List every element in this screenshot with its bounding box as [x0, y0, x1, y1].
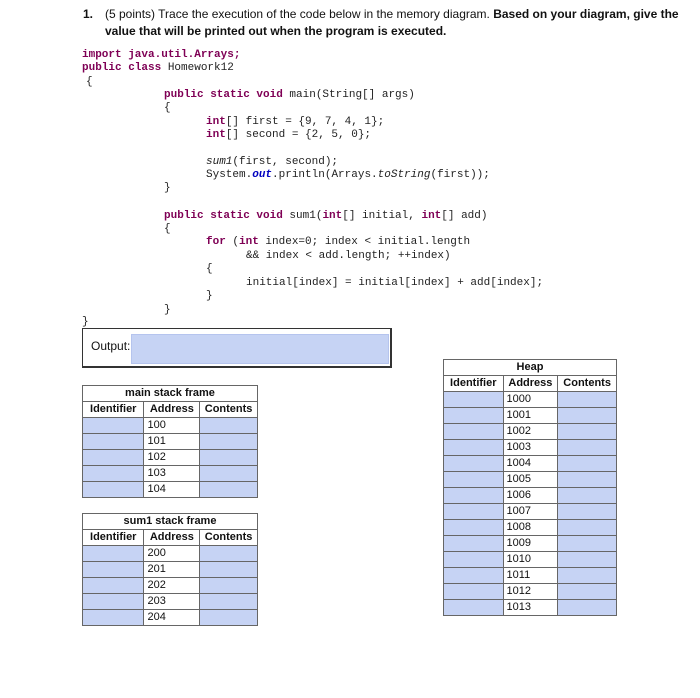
address-cell: 1000 — [503, 392, 558, 408]
table-row — [83, 466, 258, 482]
table-row — [83, 578, 258, 594]
table-row — [444, 600, 617, 616]
contents-cell[interactable] — [558, 520, 617, 536]
table-row — [444, 536, 617, 552]
identifier-cell[interactable] — [83, 562, 144, 578]
address-cell: 1010 — [503, 552, 558, 568]
code-class-close-brace: } — [82, 316, 89, 328]
code-for-line: for (int index=0; index < initial.length — [206, 236, 471, 248]
output-label: Output: — [91, 339, 131, 353]
code-sum1-close-brace: } — [164, 304, 171, 316]
identifier-cell[interactable] — [83, 610, 144, 626]
address-cell: 101 — [144, 434, 200, 450]
identifier-cell[interactable] — [444, 424, 504, 440]
contents-cell[interactable] — [558, 600, 617, 616]
contents-cell[interactable] — [558, 408, 617, 424]
address-cell: 1006 — [503, 488, 558, 504]
table-row — [444, 472, 617, 488]
code-main-signature: public static void main(String[] args) — [164, 89, 415, 101]
contents-cell[interactable] — [558, 456, 617, 472]
heap-header-contents: Contents — [558, 376, 617, 392]
main-stack-frame-table — [82, 385, 258, 498]
contents-cell[interactable] — [558, 552, 617, 568]
identifier-cell[interactable] — [83, 578, 144, 594]
question-bold-text: Based on your diagram, give the value that will be printed out when the program is executed. — [105, 7, 679, 38]
contents-cell[interactable] — [558, 472, 617, 488]
table-row — [83, 482, 258, 498]
address-cell: 204 — [144, 610, 200, 626]
main-frame-header-identifier: Identifier — [83, 402, 144, 418]
table-row — [83, 562, 258, 578]
contents-cell[interactable] — [200, 482, 258, 498]
contents-cell[interactable] — [558, 488, 617, 504]
address-cell: 200 — [144, 546, 200, 562]
identifier-cell[interactable] — [83, 466, 144, 482]
table-row — [444, 520, 617, 536]
question — [83, 6, 687, 40]
code-println: System.out.println(Arrays.toString(first)); — [206, 169, 490, 181]
address-cell: 1009 — [503, 536, 558, 552]
identifier-cell[interactable] — [444, 552, 504, 568]
address-cell: 1008 — [503, 520, 558, 536]
contents-cell[interactable] — [200, 562, 258, 578]
output-field[interactable] — [131, 334, 389, 364]
contents-cell[interactable] — [200, 578, 258, 594]
address-cell: 1002 — [503, 424, 558, 440]
table-row — [444, 504, 617, 520]
address-cell: 100 — [144, 418, 200, 434]
heap-header-identifier: Identifier — [444, 376, 504, 392]
identifier-cell[interactable] — [83, 482, 144, 498]
code-sum1-call: sum1(first, second); — [206, 156, 339, 168]
code-main-open-brace: { — [164, 102, 171, 114]
identifier-cell[interactable] — [444, 440, 504, 456]
code-for-close-brace: } — [206, 290, 213, 302]
table-row — [444, 440, 617, 456]
address-cell: 1001 — [503, 408, 558, 424]
identifier-cell[interactable] — [444, 568, 504, 584]
address-cell: 104 — [144, 482, 200, 498]
code-second-decl: int[] second = {2, 5, 0}; — [206, 129, 372, 141]
identifier-cell[interactable] — [444, 536, 504, 552]
table-row — [444, 408, 617, 424]
table-row — [444, 456, 617, 472]
sum1-frame-header-contents: Contents — [200, 530, 258, 546]
sum1-frame-title: sum1 stack frame — [83, 514, 258, 530]
table-row — [444, 424, 617, 440]
heap-table — [443, 359, 617, 616]
identifier-cell[interactable] — [444, 520, 504, 536]
question-number: 1. — [83, 7, 94, 21]
identifier-cell[interactable] — [444, 456, 504, 472]
address-cell: 201 — [144, 562, 200, 578]
contents-cell[interactable] — [558, 584, 617, 600]
code-class-open-brace: { — [86, 76, 93, 88]
address-cell: 103 — [144, 466, 200, 482]
code-for-open-brace: { — [206, 263, 213, 275]
output-box — [82, 328, 392, 368]
table-row — [444, 552, 617, 568]
contents-cell[interactable] — [200, 546, 258, 562]
identifier-cell[interactable] — [444, 392, 504, 408]
sum1-stack-frame-table — [82, 513, 258, 626]
identifier-cell[interactable] — [444, 488, 504, 504]
code-sum1-signature: public static void sum1(int[] initial, int[] add) — [164, 210, 488, 222]
code-for-body: initial[index] = initial[index] + add[index]; — [246, 277, 544, 289]
contents-cell[interactable] — [558, 424, 617, 440]
contents-cell[interactable] — [200, 450, 258, 466]
code-sum1-open-brace: { — [164, 223, 171, 235]
main-frame-title: main stack frame — [83, 386, 258, 402]
table-row — [444, 392, 617, 408]
table-row — [444, 568, 617, 584]
sum1-frame-header-identifier: Identifier — [83, 530, 144, 546]
main-frame-header-address: Address — [144, 402, 200, 418]
question-text: (5 points) Trace the execution of the code below in the memory diagram. — [105, 7, 494, 21]
table-row — [444, 584, 617, 600]
contents-cell[interactable] — [558, 536, 617, 552]
identifier-cell[interactable] — [444, 584, 504, 600]
identifier-cell[interactable] — [444, 408, 504, 424]
contents-cell[interactable] — [558, 440, 617, 456]
identifier-cell[interactable] — [83, 594, 144, 610]
code-import-line: import java.util.Arrays; — [82, 49, 241, 61]
address-cell: 1012 — [503, 584, 558, 600]
identifier-cell[interactable] — [444, 504, 504, 520]
contents-cell[interactable] — [558, 504, 617, 520]
contents-cell[interactable] — [200, 466, 258, 482]
table-row — [83, 450, 258, 466]
identifier-cell[interactable] — [83, 450, 144, 466]
heap-title: Heap — [444, 360, 617, 376]
table-row — [83, 434, 258, 450]
identifier-cell[interactable] — [83, 546, 144, 562]
code-class-line: public class Homework12 — [82, 62, 234, 74]
table-row — [83, 594, 258, 610]
table-row — [444, 488, 617, 504]
address-cell: 1007 — [503, 504, 558, 520]
address-cell: 202 — [144, 578, 200, 594]
code-main-close-brace: } — [164, 182, 171, 194]
table-row — [83, 546, 258, 562]
contents-cell[interactable] — [200, 418, 258, 434]
code-first-decl: int[] first = {9, 7, 4, 1}; — [206, 116, 385, 128]
heap-header-address: Address — [503, 376, 558, 392]
address-cell: 102 — [144, 450, 200, 466]
identifier-cell[interactable] — [83, 434, 144, 450]
contents-cell[interactable] — [558, 392, 617, 408]
identifier-cell[interactable] — [444, 472, 504, 488]
contents-cell[interactable] — [200, 594, 258, 610]
address-cell: 1005 — [503, 472, 558, 488]
address-cell: 203 — [144, 594, 200, 610]
table-row — [83, 610, 258, 626]
table-row — [83, 418, 258, 434]
identifier-cell[interactable] — [83, 418, 144, 434]
address-cell: 1003 — [503, 440, 558, 456]
address-cell: 1004 — [503, 456, 558, 472]
address-cell: 1011 — [503, 568, 558, 584]
main-frame-header-contents: Contents — [200, 402, 258, 418]
contents-cell[interactable] — [200, 434, 258, 450]
address-cell: 1013 — [503, 600, 558, 616]
sum1-frame-header-address: Address — [144, 530, 200, 546]
contents-cell[interactable] — [558, 568, 617, 584]
contents-cell[interactable] — [200, 610, 258, 626]
identifier-cell[interactable] — [444, 600, 504, 616]
code-for-line-2: && index < add.length; ++index) — [246, 250, 451, 262]
